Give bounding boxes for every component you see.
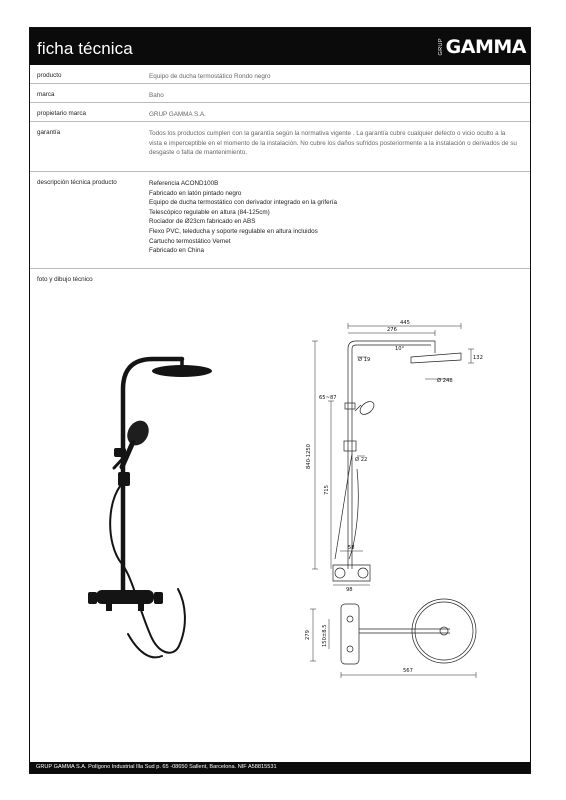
dim-150: 150±8.5 [322, 624, 328, 647]
logo-grup-text: GRUP [437, 38, 444, 56]
value-garantia: Todos los productos cumplen con la garantía según la normativa vigente . La garantía cubre cualquier defecto o vicio oculto a la vista e imperceptible en el momento de la instalación. No cubre los daños sufridos posteriormente a la instalación o derivados de su desgaste o falta de mantenimiento. [149, 130, 517, 157]
dim-445: 445 [400, 320, 410, 326]
product-photo [78, 334, 238, 664]
dim-279: 279 [305, 630, 311, 640]
technical-sheet [29, 27, 531, 774]
logo-brand-text: GAMMA [445, 36, 526, 58]
row-foto [30, 269, 530, 757]
description-line: Rociador de Ø23cm fabricado en ABS [149, 218, 256, 226]
technical-drawing [295, 319, 520, 679]
value-producto: Equipo de ducha termostático Rondo negro [149, 73, 271, 80]
brand-logo [438, 36, 526, 58]
dim-19: Ø 19 [358, 357, 371, 363]
row-propietario [30, 103, 530, 122]
footer-bar [30, 762, 530, 773]
label-producto: producto [37, 72, 62, 79]
dim-840-1250: 840-1250 [306, 444, 312, 469]
dim-248: Ø 248 [437, 378, 453, 384]
dim-22: Ø 22 [355, 457, 368, 463]
description-line: Fabricado en latón pintado negro [149, 189, 242, 197]
label-marca: marca [37, 91, 55, 98]
row-marca [30, 84, 530, 103]
dim-132: 132 [473, 355, 483, 361]
label-garantia: garantía [37, 129, 61, 136]
label-descripcion: descripción técnica producto [37, 179, 117, 186]
dim-58: 58 [348, 545, 355, 551]
page-title: ficha técnica [37, 39, 133, 58]
description-line: Flexo PVC, teleducha y soporte regulable en altura incluidos [149, 227, 318, 235]
dim-10: 10° [395, 346, 405, 352]
dim-98: 98 [346, 587, 353, 593]
description-line: Referencia ACOND100B [149, 180, 219, 187]
description-line: Cartucho termostático Vernet [149, 237, 231, 245]
label-foto: foto y dibujo técnico [37, 276, 93, 283]
label-propietario: propietario marca [37, 110, 86, 117]
value-marca: Baho [149, 92, 164, 99]
footer-text: GRUP GAMMA S.A. Polígono Industrial Illa Sud p. 65 -08650 Sallent, Barcelona. NIF A58815531 [36, 764, 277, 770]
dim-276: 276 [387, 327, 397, 333]
row-descripcion [30, 172, 530, 269]
value-propietario: GRUP GAMMA S.A. [149, 111, 206, 118]
dim-715: 715 [324, 485, 330, 495]
description-line: Equipo de ducha termostático con derivador integrado en la grifería [149, 199, 337, 207]
header-bar [30, 28, 530, 65]
description-list [149, 179, 519, 256]
dim-65-87: 65~87 [319, 395, 337, 401]
row-garantia [30, 122, 530, 172]
description-line: Telescópico regulable en altura (84-125cm) [149, 208, 270, 216]
row-producto [30, 65, 530, 84]
dim-567: 567 [403, 668, 413, 674]
description-line: Fabricado en China [149, 247, 204, 255]
